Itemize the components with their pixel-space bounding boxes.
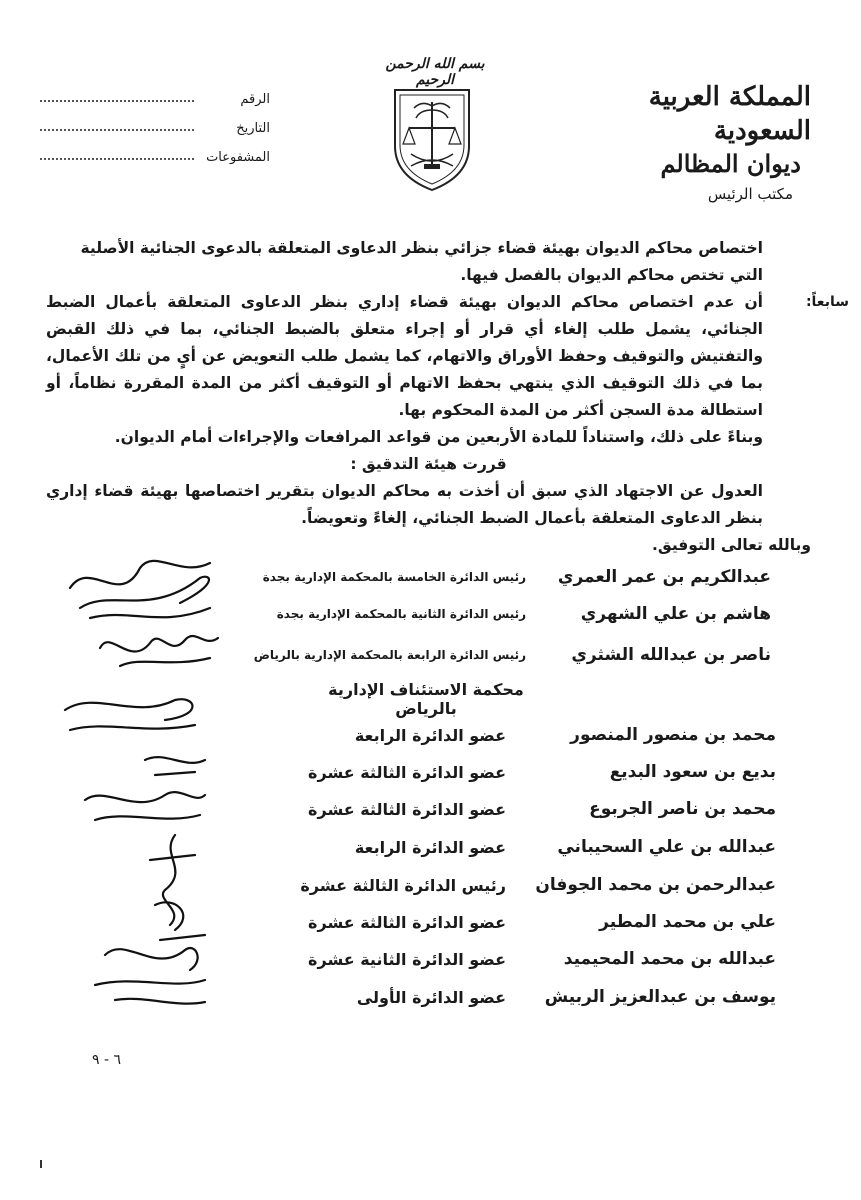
diwan-title: ديوان المظالم (660, 149, 801, 178)
scan-mark (40, 1160, 42, 1168)
member-name: عبدالرحمن بن محمد الجوفان (535, 875, 776, 895)
signature-members (55, 690, 215, 1020)
paragraph-basis: وبناءً على ذلك، واستناداً للمادة الأربعين من قواعد المرافعات والإجراءات أمام الديوان. (114, 428, 763, 446)
letterhead (551, 80, 811, 208)
kingdom-title: المملكة العربية السعودية (648, 82, 811, 146)
decision-heading: قررت هيئة التدقيق : (350, 455, 507, 473)
member-role: عضو الدائرة الثالثة عشرة (308, 799, 506, 819)
member-name: عبدالله بن علي السحيباني (557, 837, 776, 857)
office-title: مكتب الرئيس (707, 185, 793, 203)
paragraph-line: التي تختص محاكم الديوان بالفصل فيها. (460, 266, 763, 284)
member-role: عضو الدائرة الثالثة عشرة (308, 762, 506, 782)
dotted-line (40, 129, 194, 131)
member-row (216, 718, 776, 752)
member-name: محمد بن منصور المنصور (570, 725, 776, 745)
diwan-emblem-icon (389, 84, 475, 194)
reference-number-field (40, 78, 270, 107)
number-label: الرقم (240, 92, 270, 107)
decision-body (46, 235, 849, 559)
member-row (216, 905, 776, 939)
judge-name: عبدالكريم بن عمر العمري (557, 567, 771, 587)
date-field (40, 107, 270, 136)
member-name: يوسف بن عبدالعزيز الربيش (544, 987, 776, 1007)
page-number: ٦ - ٩ (92, 1052, 122, 1068)
member-role: رئيس الدائرة الثالثة عشرة (300, 875, 506, 895)
member-row (216, 830, 776, 864)
reference-fields (40, 78, 270, 165)
judge-name: هاشم بن علي الشهري (580, 604, 771, 624)
court-title: محكمة الاستئناف الإدارية بالرياض (328, 680, 524, 718)
member-role: عضو الدائرة الرابعة (354, 837, 506, 857)
member-row (216, 980, 776, 1014)
member-role: عضو الدائرة الأولى (356, 987, 506, 1007)
paragraph-decision: العدول عن الاجتهاد الذي سبق أن أخذت به محاكم الديوان بتقرير اختصاصها بهيئة قضاء إداري بنظر الدعاوى المتعلقة بأعمال الضبط الجنائي، إلغاءً وتعويضاً. (46, 482, 763, 527)
signature-judges (60, 548, 230, 678)
member-row (216, 868, 776, 902)
attachments-label: المشفوعات (206, 150, 270, 165)
member-name: علي بن محمد المطير (599, 912, 776, 932)
closing-line: وبالله تعالى التوفيق. (651, 536, 811, 554)
dotted-line (40, 100, 194, 102)
judge-title: رئيس الدائرة الثانية بالمحكمة الإدارية بجدة (276, 607, 526, 621)
judge-name: ناصر بن عبدالله الشثري (571, 645, 771, 665)
member-role: عضو الدائرة الرابعة (354, 725, 506, 745)
attachments-field (40, 136, 270, 165)
clause-label: سابعاً: (805, 294, 849, 310)
member-name: بديع بن سعود البديع (609, 762, 776, 782)
date-label: التاريخ (236, 121, 270, 136)
judge-title: رئيس الدائرة الرابعة بالمحكمة الإدارية بالرياض (253, 648, 526, 662)
member-row (216, 942, 776, 976)
member-name: محمد بن ناصر الجربوع (589, 799, 776, 819)
member-row (216, 755, 776, 789)
paragraph-line: اختصاص محاكم الديوان بهيئة قضاء جزائي بنظر الدعاوى المتعلقة بالدعوى الجنائية الأصلية (80, 239, 763, 257)
member-role: عضو الدائرة الثالثة عشرة (308, 912, 506, 932)
paragraph-seventh (46, 289, 849, 424)
bismillah: بسم الله الرحمن الرحيم (385, 56, 485, 88)
member-role: عضو الدائرة الثانية عشرة (308, 949, 506, 969)
member-row (216, 792, 776, 826)
clause-text: أن عدم اختصاص محاكم الديوان بهيئة قضاء إداري بنظر الدعاوى المتعلقة بأعمال الضبط الجنائي، يشمل طلب إلغاء أي قرار أو إجراء متعلق بالضبط الجنائي، بما في ذلك القبض والتفتيش والتوقيف وحفظ الأوراق والاتهام، كما يشمل طلب التعويض عن أيٍ من تلك الأعمال، بما في ذلك التوقيف الذي ينتهي بحفظ الاتهام أو التوقيف أكثر من المدة المقررة نظاماً، أو استطالة مدة السجن أكثر من المدة المحكوم بها. (46, 293, 763, 419)
judge-title: رئيس الدائرة الخامسة بالمحكمة الإدارية بجدة (262, 570, 526, 584)
member-name: عبدالله بن محمد المحيميد (563, 949, 776, 969)
dotted-line (40, 158, 194, 160)
